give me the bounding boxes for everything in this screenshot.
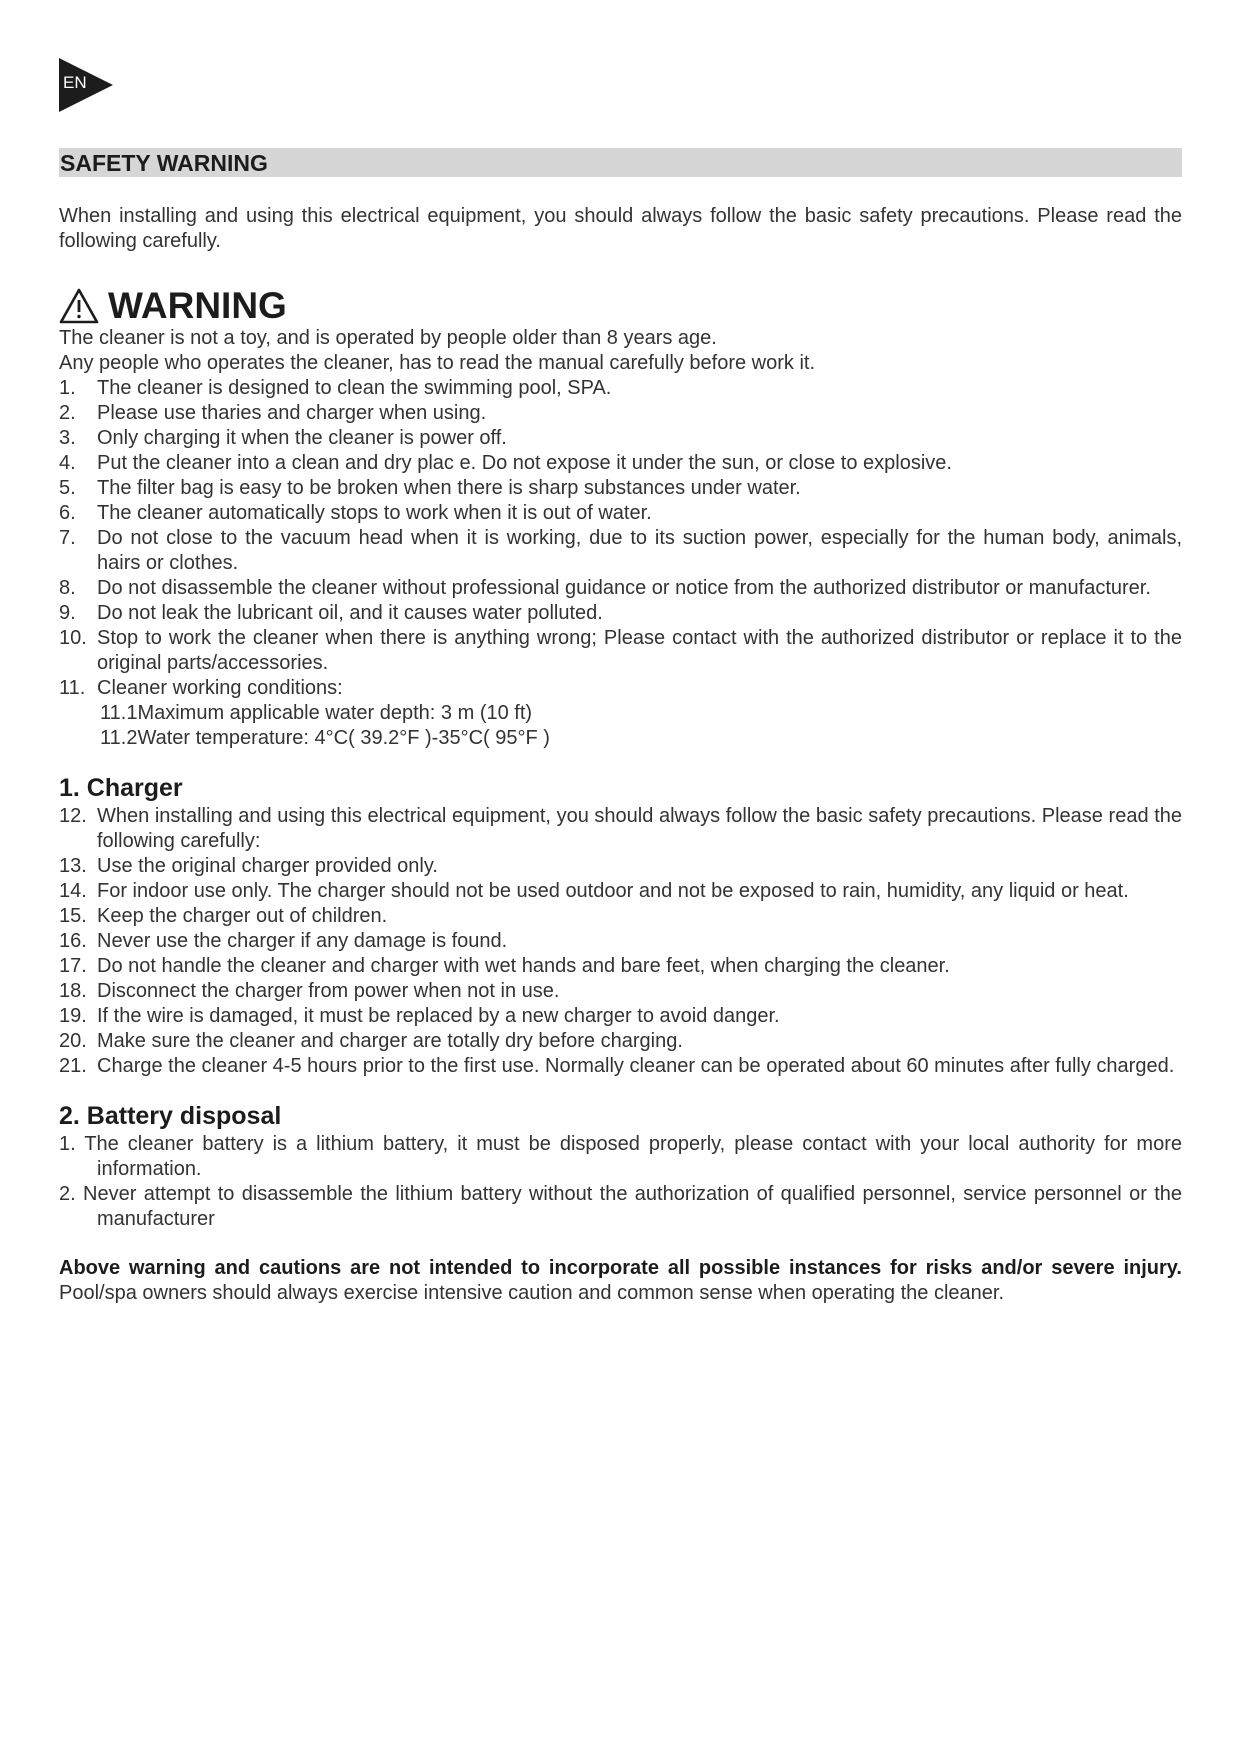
list-item: 4. Put the cleaner into a clean and dry plac e. Do not expose it under the sun, or close to explosive. — [59, 452, 952, 474]
list-item: 15. Keep the charger out of children. — [59, 905, 388, 927]
list-item: 14. For indoor use only. The charger should not be used outdoor and not be exposed to rain, humidity, any liquid or heat. — [59, 880, 1129, 902]
list-item: 12. When installing and using this electrical equipment, you should always follow the basic safety precautions. Please read the following carefully: — [59, 805, 1182, 852]
section-title: SAFETY WARNING — [59, 148, 1182, 177]
list-item: 18. Disconnect the charger from power when not in use. — [59, 980, 560, 1002]
list-item: 1. The cleaner is designed to clean the swimming pool, SPA. — [59, 377, 612, 399]
list-item: 2. Please use tharies and charger when using. — [59, 402, 487, 424]
list-item: 10. Stop to work the cleaner when there is anything wrong; Please contact with the authorized distributor or replace it to the original parts/accessories. — [59, 627, 1182, 674]
warning-title: WARNING — [108, 285, 287, 326]
list-item: 6. The cleaner automatically stops to work when it is out of water. — [59, 502, 652, 524]
sub-item: 11.1Maximum applicable water depth: 3 m (10 ft) — [100, 702, 533, 724]
list-item: 1. The cleaner battery is a lithium battery, it must be disposed properly, please contact with your local authority for more information. — [59, 1133, 1182, 1180]
list-item: 20. Make sure the cleaner and charger are totally dry before charging. — [59, 1030, 683, 1052]
list-item: 8. Do not disassemble the cleaner without professional guidance or notice from the authorized distributor or manufacturer. — [59, 577, 1151, 599]
intro-paragraph: When installing and using this electrical equipment, you should always follow the basic safety precautions. Please read the following carefully. — [59, 205, 1182, 252]
charger-list — [59, 804, 1182, 1079]
battery-heading: 2. Battery disposal — [59, 1102, 282, 1130]
list-item: 11. Cleaner working conditions: — [59, 677, 343, 699]
charger-heading: 1. Charger — [59, 774, 183, 802]
list-item: 9. Do not leak the lubricant oil, and it causes water polluted. — [59, 602, 603, 624]
document-body — [59, 148, 1182, 1306]
list-item: 19. If the wire is damaged, it must be replaced by a new charger to avoid danger. — [59, 1005, 780, 1027]
language-tab — [59, 58, 113, 112]
list-item: 3. Only charging it when the cleaner is power off. — [59, 427, 507, 449]
closing-bold: Above warning and cautions are not intended to incorporate all possible instances for risks and/or severe injury. — [59, 1257, 1182, 1279]
list-item: 21. Charge the cleaner 4-5 hours prior to the first use. Normally cleaner can be operated about 60 minutes after fully charged. — [59, 1055, 1175, 1077]
list-item: 13. Use the original charger provided only. — [59, 855, 438, 877]
warning-list — [59, 376, 1182, 701]
list-item: 2. Never attempt to disassemble the lithium battery without the authorization of qualified personnel, service personnel or the manufacturer — [59, 1183, 1182, 1230]
list-item: 5. The filter bag is easy to be broken when there is sharp substances under water. — [59, 477, 801, 499]
battery-list — [59, 1132, 1182, 1232]
closing-text: Pool/spa owners should always exercise intensive caution and common sense when operating the cleaner. — [59, 1282, 1004, 1304]
list-item: 17. Do not handle the cleaner and charger with wet hands and bare feet, when charging the cleaner. — [59, 955, 950, 977]
list-item: 7. Do not close to the vacuum head when it is working, due to its suction power, especially for the human body, animals, hairs or clothes. — [59, 527, 1182, 574]
list-item: 16. Never use the charger if any damage is found. — [59, 930, 508, 952]
warning-triangle-icon — [59, 288, 99, 324]
language-label: EN — [63, 73, 87, 92]
sub-item: 11.2Water temperature: 4°C( 39.2°F )-35°C( 95°F ) — [100, 727, 550, 749]
warning-line: The cleaner is not a toy, and is operated by people older than 8 years age. — [59, 327, 717, 349]
warning-heading — [59, 286, 1182, 326]
warning-line: Any people who operates the cleaner, has to read the manual carefully before work it. — [59, 352, 816, 374]
closing-paragraph — [59, 1256, 1182, 1306]
